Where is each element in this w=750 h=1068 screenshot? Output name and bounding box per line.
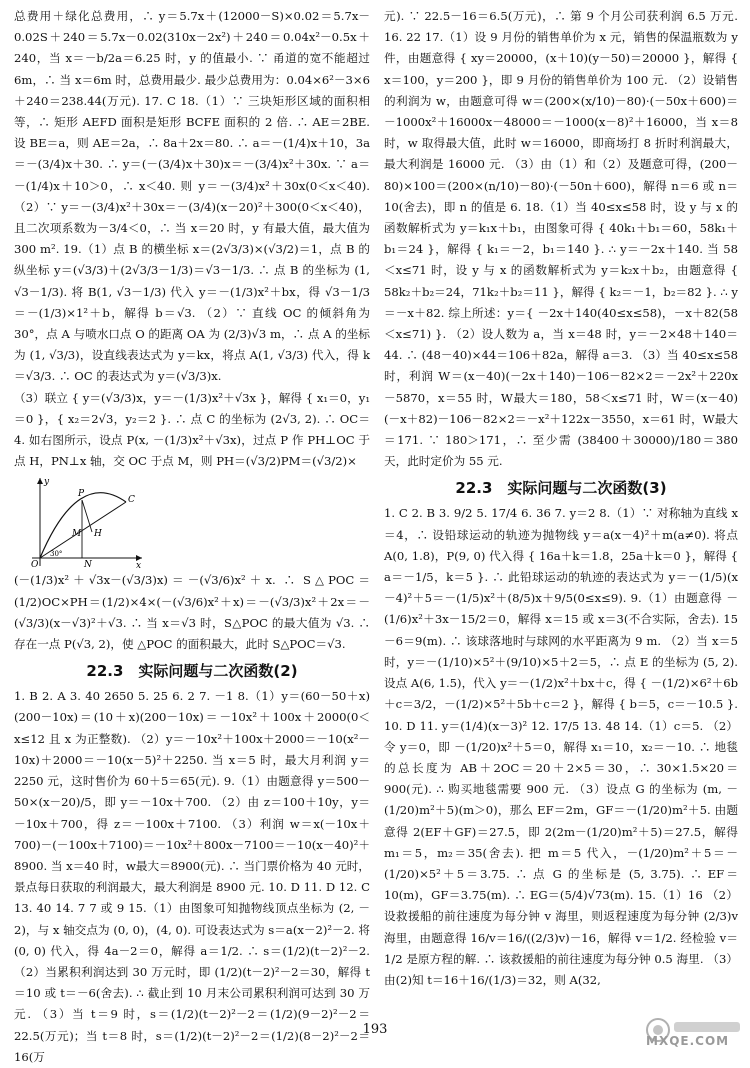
label-p: P — [78, 489, 85, 500]
answer-paragraph: 1. B 2. A 3. 40 2650 5. 25 6. 2 7. －1 8.（1）y＝(60－50＋x)(200－10x)＝(10＋x)(200－10x)＝－10x²＋100x＋2000(0＜x≤12 且 x 为正整数). （2）y＝－10x²＋100x＋2000＝－10(x²－10x)＋2000＝－10(x－5)²＋2250. 当 x＝5 时，最大月利润 y＝2250 元，这时售价为 60＋5＝65(元). 9.（1）由题意得 y＝500－50×(x－20)/5，即 y＝－10x＋700. （2）由 z＝100＋10y，y＝－10x＋700，得 z＝－100x＋7100. （3）利润 w＝x(－10x＋700)－(－100x＋7100)＝－10x²＋800x－7100＝－10(x－40)²＋8900. 当 x＝40 时，w最大＝8900(元). ∴ 当门票价格为 40 元时，景点每日获取的利润最大，最大利润是 8900 元. 10. D 11. D 12. C 13. 40 14. 7 7 或 9 15.（1）由图象可知抛物线顶点坐标为 (2, －2)，与 x 轴交点为 (0, 0)，(4, 0). 可设表达式为 s＝a(x－2)²－2. 将 (0, 0) 代入，得 4a－2＝0，解得 a＝1/2. ∴ s＝(1/2)(t－2)²－2. （2）当累积利润达到 30 万元时，即 (1/2)(t－2)²－2＝30，解得 t＝10 或 t＝－6(舍去). ∴ 截止到 10 月末公司累积利润可达到 30 万元. （3）当 t＝9 时，s＝(1/2)(t－2)²－2＝(1/2)(9－2)²－2＝22.5(万元)；当 t＝8 时，s＝(1/2)(t－2)²－2＝(1/2)(8－2)²－2＝16(万 — [14, 689, 370, 1064]
answer-paragraph: 元). ∵ 22.5－16＝6.5(万元)，∴ 第 9 个月公司获利润 6.5 万元. 16. 22 17.（1）设 9 月份的销售单价为 x 元，销售的保温瓶数为 y 件，由题意得 { xy＝20000，(x＋10)(y－50)＝20000 }，解得 { x＝100，y＝200 }，即 9 月份的销售单价为 100 元. （2）设销售的利润为 w，由题意可得 w＝(200×(x/10)－80)·(－50x＋600)＝－1000x²＋16000x－48000＝－1000(x－8)²＋16000，当 x＝8 时，w 取得最大值，此时 w＝16000，即商场打 8 折时利润最大，最大利润是 16000 元. （3）由（1）和（2）及题意可得，(200－80)×100＝(200×(n/10)－80)·(－50n＋600)，解得 n＝6 或 n＝10(舍去)，即 n 的值是 6. 18.（1）当 40≤x≤58 时，设 y 与 x 的函数解析式为 y＝k₁x＋b₁，由图象可得 { 40k₁＋b₁＝60，58k₁＋b₁＝24 }，解得 { k₁＝－2，b₁＝140 }. ∴ y＝－2x＋140. 当 58＜x≤71 时，设 y 与 x 的函数解析式为 y＝k₂x＋b₂，由题意得 { 58k₂＋b₂＝24，71k₂＋b₂＝11 }，解得 { k₂＝－1，b₂＝82 }. ∴ y＝－x＋82. 综上所述：y＝{ －2x＋140(40≤x≤58)，－x＋82(58＜x≤71) }. （2）设人数为 a，当 x＝48 时，y＝－2×48＋140＝44. ∴ (48－40)×44＝106＋82a，解得 a＝3. （3）当 40≤x≤58 时，利润 W＝(x－40)(－2x＋140)－106－82×2＝－2x²＋220x－5870，x＝55 时，W最大＝180，58＜x≤71 时，W＝(x－40)(－x＋82)－106－82×2＝－x²＋122x－3550，x＝61 时，W最大＝171. ∵ 180＞171，∴ 至少需 (38400＋30000)/180＝380 天，此时定价为 55 元. — [384, 9, 738, 469]
label-n: N — [84, 560, 92, 569]
parabola-figure — [26, 474, 146, 568]
y-axis-arrow — [37, 478, 43, 484]
label-m: M — [72, 529, 82, 540]
label-o: O — [31, 560, 39, 569]
watermark-text: MXQE.COM — [646, 1034, 730, 1048]
right-column — [384, 6, 738, 991]
answer-paragraph: 1. C 2. B 3. 9/2 5. 17/4 6. 36 7. y＝2 8.（1）∵ 对称轴为直线 x＝4，∴ 设铅球运动的轨迹为抛物线 y＝a(x－4)²＋m(a≠0). 将点 A(0, 1.8)，P(9, 0) 代入得 { 16a＋k＝1.8，25a＋k＝0 }，解得 { a＝－1/5，k＝5 }. ∴ 此铅球运动的轨迹的表达式为 y＝－(1/5)(x－4)²＋5＝－(1/5)x²＋(8/5)x＋9/5(0≤x≤9). 9.（1）由题意得 －(1/6)x²＋3x－15/2＝0，解得 x＝15 或 x＝3(不合实际，舍去). 15－6＝9(m). ∴ 该球落地时与球网的水平距离为 9 m. （2）当 x＝5 时，y＝－(1/10)×5²＋(9/10)×5＋2＝5，∴ 点 E 的坐标为 (5, 2). 设点 A(6, 1.5)，代入 y＝－(1/2)x²＋bx＋c，得 { －(1/2)×6²＋6b＋c＝3/2，－(1/2)×5²＋5b＋c＝2 }，解得 { b＝5，c＝－10.5 }. 10. D 11. y＝(1/4)(x－3)² 12. 17/5 13. 48 14.（1）c＝5. （2）令 y＝0，即 －(1/20)x²＋5＝0，解得 x₁＝10，x₂＝－10. ∴ 地毯的总长度为 AB＋2OC＝20＋2×5＝30，∴ 30×1.5×20＝900(元). ∴ 购买地毯需要 900 元. （3）设点 G 的坐标为 (m, －(1/20)m²＋5)(m＞0)，那么 EF＝2m，GF＝－(1/20)m²＋5. 由题意得 2(EF＋GF)＝27.5，即 2(2m－(1/20)m²＋5)＝27.5，解得 m₁＝5，m₂＝35(舍去). 把 m＝5 代入，－(1/20)m²＋5＝－(1/20)×5²＋5＝3.75. ∴ 点 G 的坐标是 (5, 3.75). ∴ EF＝10(m)，GF＝3.75(m). ∴ EG＝(5/4)√73(m). 15.（1）16 （2）设救援船的前往速度为每分钟 v 海里，则返程速度为每分钟 (2/3)v 海里，由题意得 16/v＝16/((2/3)v)－16，解得 v＝1/2. 经检验 v＝1/2 是原方程的解. ∴ 该救援船的前往速度为每分钟 0.5 海里. （3）由(2)知 t＝16＋16/(1/3)＝32，则 A(32, — [384, 506, 738, 987]
answer-paragraph: (－(1/3)x²＋√3x－(√3/3)x)＝－(√3/6)x²＋x. ∴ S△POC＝(1/2)OC×PH＝(1/2)×4×(－(√3/6)x²＋x)＝－(√3/3)x²＋2x＝－(√3/3)(x－√3)²＋√3. ∴ 当 x＝√3 时，S△POC 的最大值为 √3. ∴ 存在一点 P(√3, 2)，使 △POC 的面积最大，此时 S△POC＝√3. — [14, 573, 370, 652]
label-h: H — [94, 529, 102, 540]
section-heading: 22.3 实际问题与二次函数(3) — [455, 479, 667, 498]
section-heading: 22.3 实际问题与二次函数(2) — [86, 662, 298, 681]
label-c: C — [128, 495, 135, 506]
left-column — [14, 6, 370, 1068]
label-x: x — [136, 561, 142, 569]
answer-paragraph: （3）联立 { y＝(√3/3)x，y＝－(1/3)x²＋√3x }，解得 { x₁＝0，y₁＝0 }，{ x₂＝2√3，y₂＝2 }. ∴ 点 C 的坐标为 (2√3, 2). ∴ OC＝4. 如右图所示，设点 P(x, －(1/3)x²＋√3x)，过点 P 作 PH⊥OC 于点 H，PN⊥x 轴，交 OC 于点 M，则 PH＝(√3/2)PM＝(√3/2)× — [14, 390, 370, 469]
label-y: y — [44, 477, 50, 488]
page-number: 193 — [362, 1022, 388, 1037]
answer-paragraph: 总费用＋绿化总费用，∴ y＝5.7x＋(12000－S)×0.02＝5.7x－0.02S＋240＝5.7x－0.02(310x－2x²)＋240＝0.04x²－0.5x＋240，当 x＝－b/2a＝6.25 时，y 的值最小. ∵ 甬道的宽不能超过 6m，∴ 当 x＝6m 时，总费用最少. 最少总费用为：0.04×6²－3×6＋240＝238.44(万元). 17. C 18.（1）∵ 三块矩形区域的面积相等，∴ 矩形 AEFD 面积是矩形 BCFE 面积的 2 倍. ∴ AE＝2BE. 设 BE＝a，则 AE＝2a，∴ 8a＋2x＝80. ∴ a＝－(1/4)x＋10，3a＝－(3/4)x＋30. ∴ y＝(－(3/4)x＋30)x＝－(3/4)x²＋30x. ∵ a＝－(1/4)x＋10＞0，∴ x＜40. 则 y＝－(3/4)x²＋30x(0＜x＜40). （2）∵ y＝－(3/4)x²＋30x＝－(3/4)(x－20)²＋300(0＜x＜40)，且二次项系数为－3/4＜0，∴ 当 x＝20 时，y 有最大值，最大值为 300 m². 19.（1）点 B 的横坐标 x＝(2√3/3)×(√3/2)＝1，点 B 的纵坐标 y＝(√3/3)＋(2√3/3－1/3)＝√3－1/3. ∴ 点 B 的坐标为 (1, √3－1/3). 将 B(1, √3－1/3) 代入 y＝－(1/3)x²＋bx，得 √3－1/3＝－(1/3)×1²＋b，解得 b＝√3. （2）∵ 直线 OC 的倾斜角为 30°，点 A 与喷水口点 O 的距离 OA 为 (2/3)√3 m，∴ 点 A 的坐标为 (1, √3/3)，设直线表达式为 y＝kx，将点 A(1, √3/3) 代入，得 k＝√3/3. ∴ OC 的表达式为 y＝(√3/3)x. — [14, 9, 370, 384]
label-angle: 30° — [50, 550, 63, 559]
